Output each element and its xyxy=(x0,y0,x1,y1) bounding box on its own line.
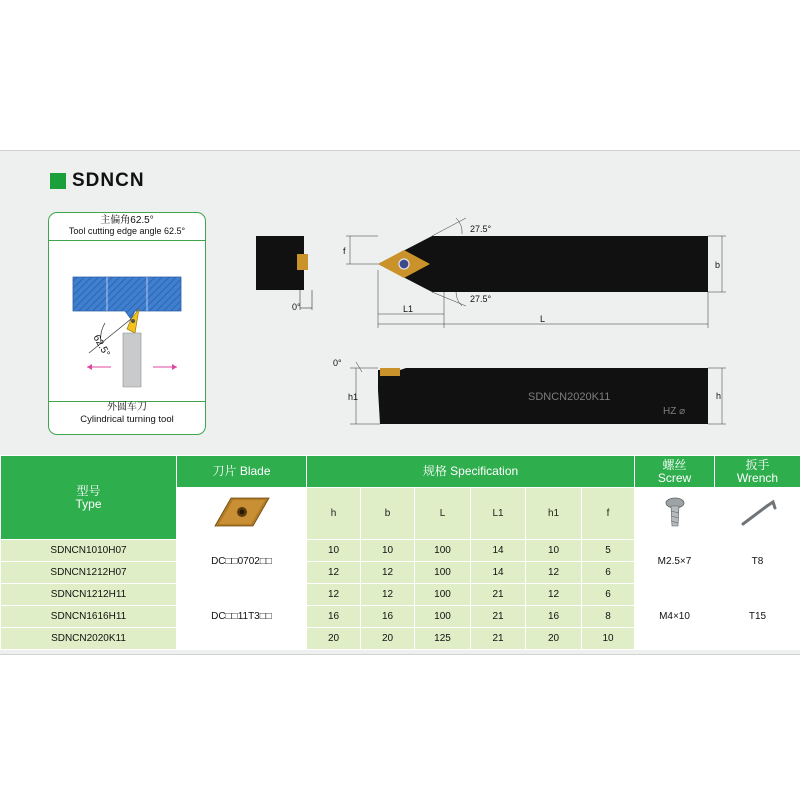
value-cell: 125 xyxy=(415,628,471,650)
screw-image-cell xyxy=(635,488,715,540)
blade-cell: DC□□0702□□ xyxy=(177,540,307,584)
value-cell: 8 xyxy=(582,606,635,628)
value-cell: 16 xyxy=(361,606,415,628)
end-view-body xyxy=(256,236,304,290)
side-view-insert xyxy=(380,368,400,376)
value-cell: 12 xyxy=(361,562,415,584)
angle-bottom: 27.5° xyxy=(470,294,492,304)
value-cell: 10 xyxy=(361,540,415,562)
wrench-header xyxy=(715,456,800,488)
value-cell: 12 xyxy=(526,562,582,584)
dim-f: f xyxy=(343,246,346,256)
wrench-cell: T15 xyxy=(715,584,800,650)
value-cell: 100 xyxy=(415,562,471,584)
value-cell: 100 xyxy=(415,606,471,628)
value-cell: 14 xyxy=(471,540,526,562)
screw-icon xyxy=(655,492,695,532)
value-cell: 100 xyxy=(415,584,471,606)
value-cell: 5 xyxy=(582,540,635,562)
value-cell: 12 xyxy=(526,584,582,606)
inset-top-en: Tool cutting edge angle 62.5° xyxy=(68,226,186,236)
wrench-header-en: Wrench xyxy=(736,470,779,485)
spec-header: 规格 Specification xyxy=(307,456,635,488)
screw-header xyxy=(635,456,715,488)
col-header-l: L xyxy=(415,488,471,540)
value-cell: 20 xyxy=(361,628,415,650)
dim-l: L xyxy=(540,314,546,324)
screw-header-en: Screw xyxy=(657,470,692,485)
screw-cell: M4×10 xyxy=(635,584,715,650)
type-header-en: Type xyxy=(75,496,102,511)
value-cell: 16 xyxy=(307,606,361,628)
type-cell: SDNCN1616H11 xyxy=(1,606,177,628)
value-cell: 21 xyxy=(471,584,526,606)
wrench-image-cell xyxy=(715,488,800,540)
value-cell: 21 xyxy=(471,628,526,650)
dim-l1: L1 xyxy=(403,304,414,314)
blade-cell: DC□□11T3□□ xyxy=(177,584,307,650)
value-cell: 10 xyxy=(582,628,635,650)
value-cell: 12 xyxy=(307,562,361,584)
type-header xyxy=(1,456,177,540)
value-cell: 10 xyxy=(526,540,582,562)
wrench-cell: T8 xyxy=(715,540,800,584)
angle-line xyxy=(432,218,466,236)
inset-top-zh: 主偏角62.5° xyxy=(100,215,154,226)
value-cell: 12 xyxy=(361,584,415,606)
col-header-h: h xyxy=(307,488,361,540)
value-cell: 20 xyxy=(307,628,361,650)
shank-marking: SDNCN2020K11 xyxy=(528,391,611,403)
value-cell: 21 xyxy=(471,606,526,628)
type-cell: SDNCN2020K11 xyxy=(1,628,177,650)
col-header-l1: L1 xyxy=(471,488,526,540)
value-cell: 12 xyxy=(307,584,361,606)
type-cell: SDNCN1212H11 xyxy=(1,584,177,606)
inset-angle-label: 62.5° xyxy=(90,333,112,359)
value-cell: 16 xyxy=(526,606,582,628)
blade-insert-icon xyxy=(207,490,277,534)
dim-h: h xyxy=(716,391,722,401)
value-cell: 10 xyxy=(307,540,361,562)
value-cell: 14 xyxy=(471,562,526,584)
type-header-zh: 型号 xyxy=(76,483,101,498)
blade-header: 刀片 Blade xyxy=(177,456,307,488)
angle-line xyxy=(432,292,466,306)
value-cell: 20 xyxy=(526,628,582,650)
type-cell: SDNCN1010H07 xyxy=(1,540,177,562)
insert-screw xyxy=(399,259,409,269)
screw-header-zh: 螺丝 xyxy=(662,457,687,472)
col-header-h1: h1 xyxy=(526,488,582,540)
dim-line xyxy=(356,362,362,372)
angle-top: 27.5° xyxy=(470,224,492,234)
title-text: SDNCN xyxy=(72,170,145,191)
col-header-f: f xyxy=(582,488,635,540)
value-cell: 100 xyxy=(415,540,471,562)
shank-grade: HZ ⌀ xyxy=(663,406,686,417)
specification-table xyxy=(0,455,800,650)
dim-b: b xyxy=(715,260,721,270)
type-cell: SDNCN1212H07 xyxy=(1,562,177,584)
wrench-icon xyxy=(733,492,783,532)
screw-cell: M2.5×7 xyxy=(635,540,715,584)
col-header-b: b xyxy=(361,488,415,540)
side-angle: 0° xyxy=(333,358,342,368)
value-cell: 6 xyxy=(582,584,635,606)
inset-bottom-en: Cylindrical turning tool xyxy=(80,414,174,425)
inset-bottom-zh: 外圆车刀 xyxy=(107,402,147,413)
wrench-header-zh: 扳手 xyxy=(745,457,770,472)
value-cell: 6 xyxy=(582,562,635,584)
end-view-angle: 0° xyxy=(292,302,301,312)
blade-image-cell xyxy=(177,488,307,540)
dim-h1: h1 xyxy=(348,392,359,402)
end-view-insert xyxy=(297,254,308,270)
